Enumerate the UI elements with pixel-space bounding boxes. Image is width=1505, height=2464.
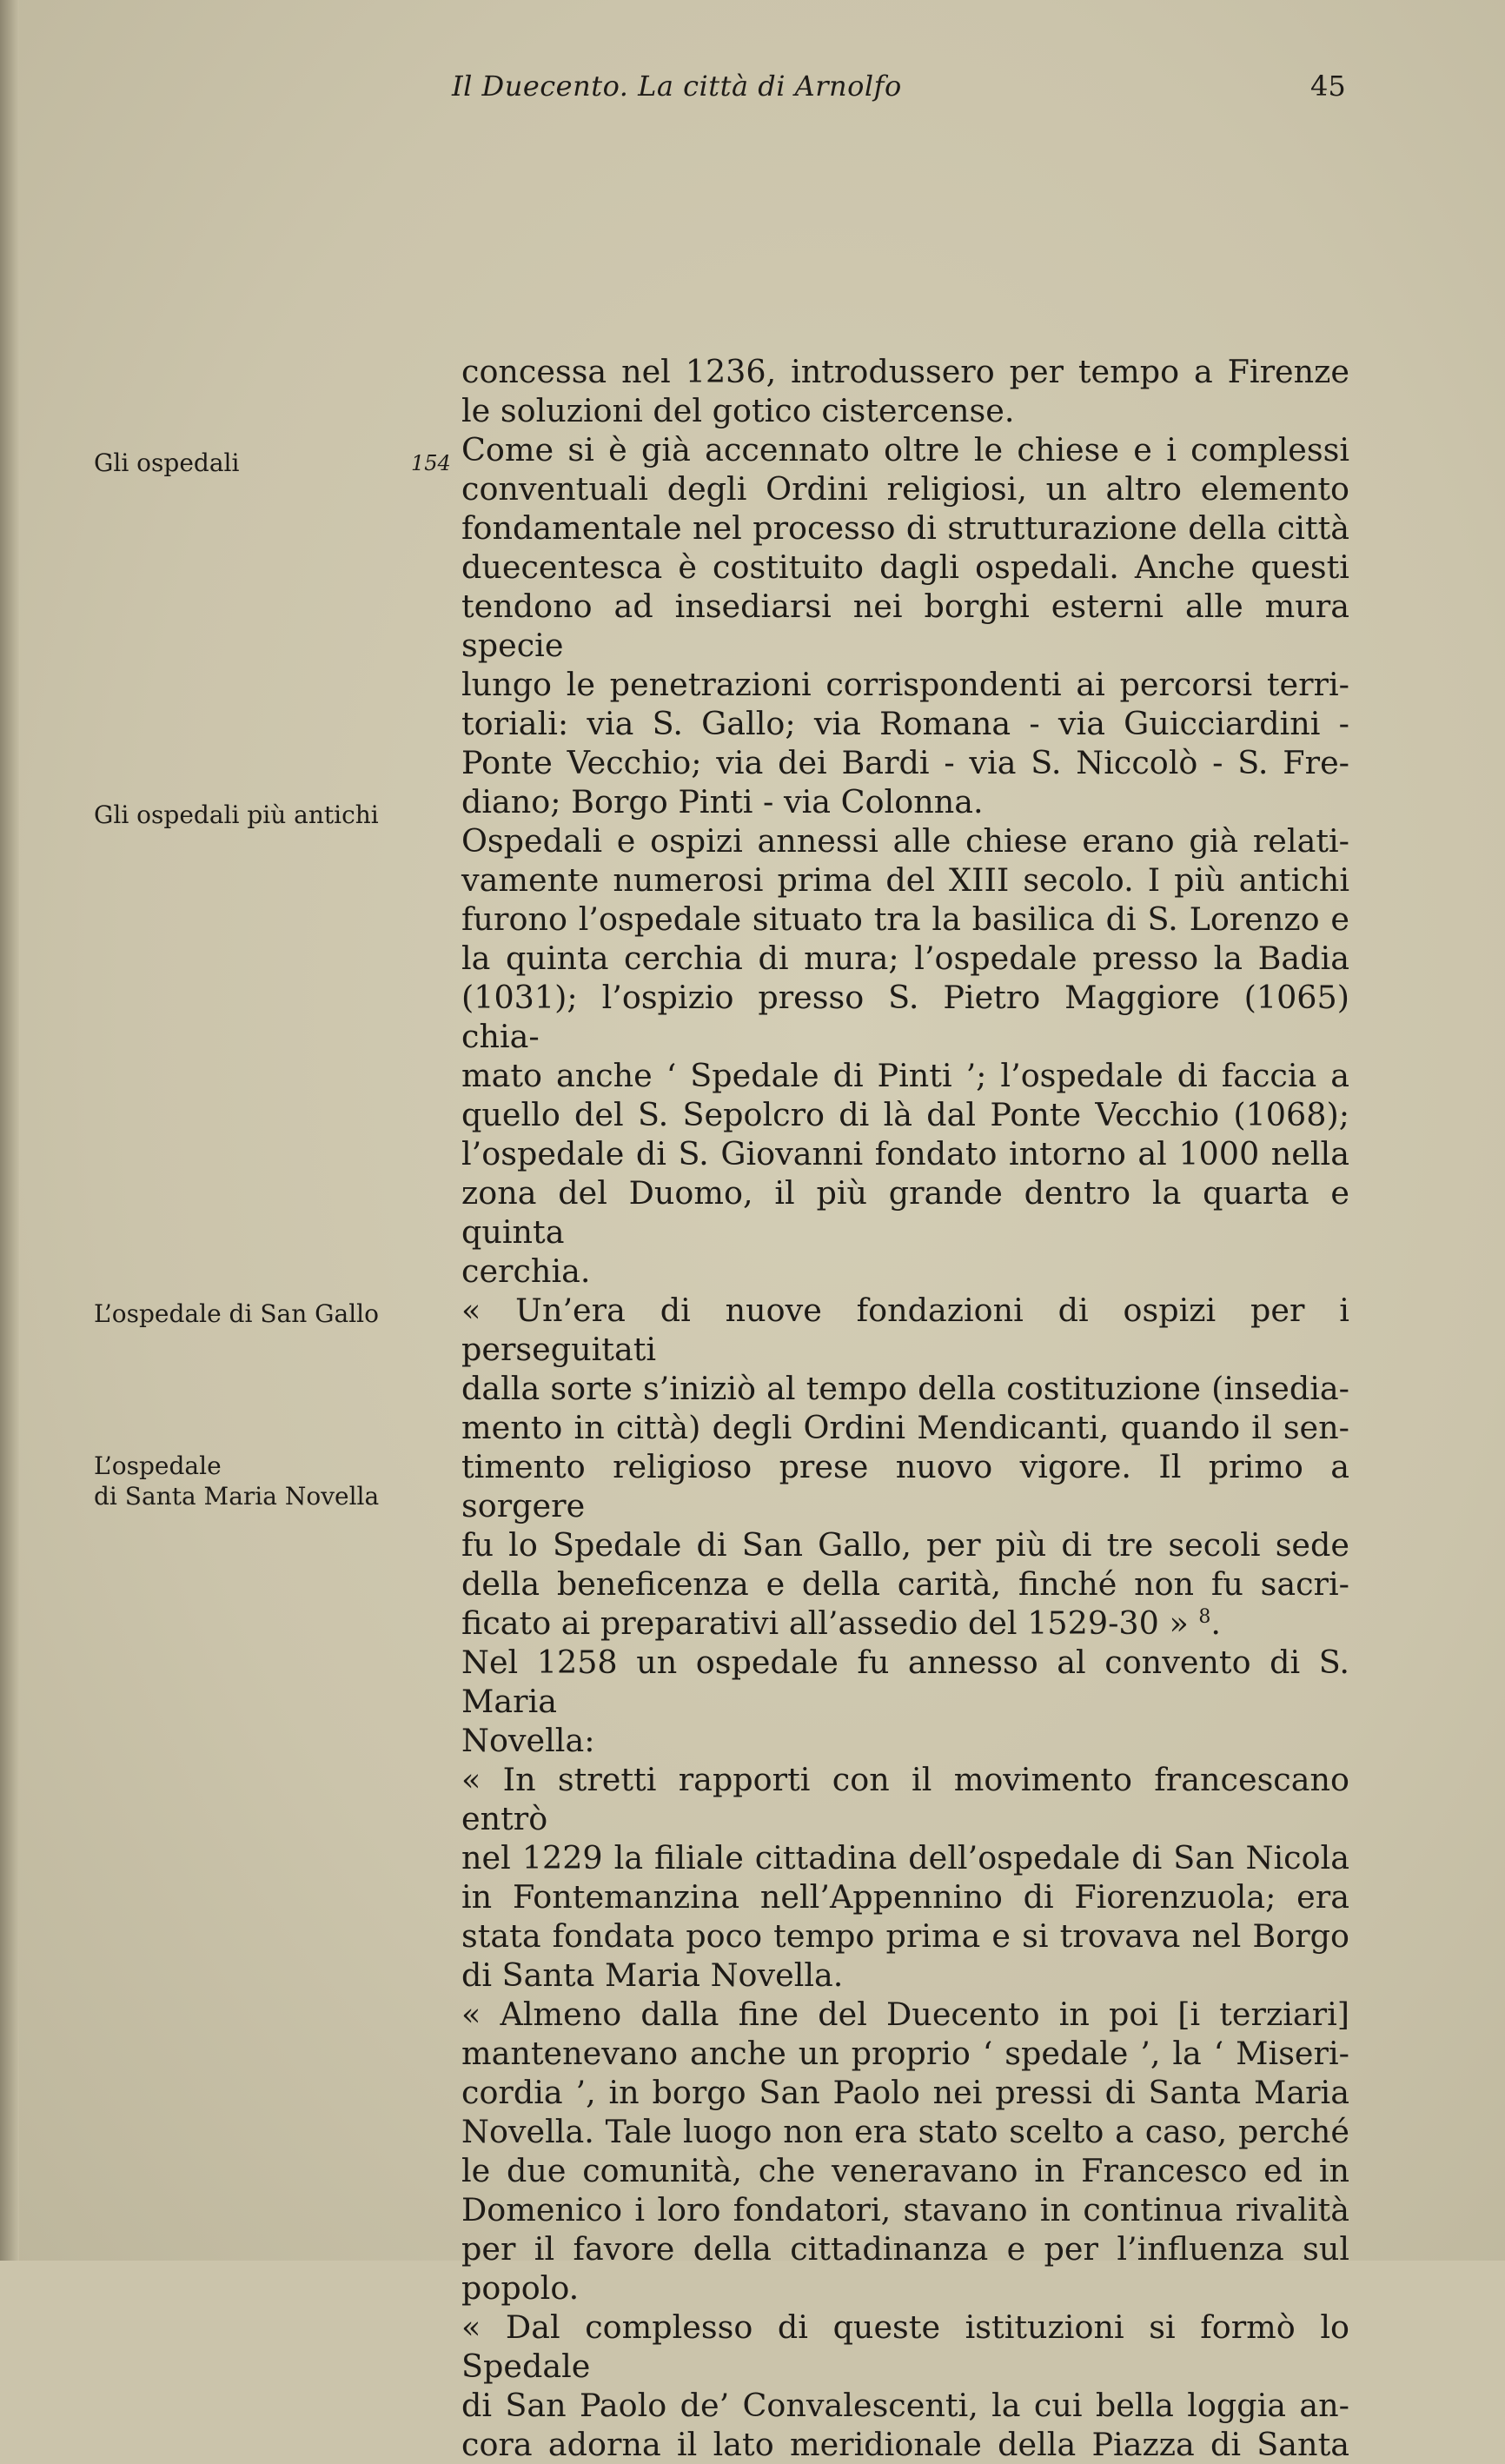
text-line: in Fontemanzina nell’Appennino di Fiorenzuola; era <box>461 1878 1349 1916</box>
page-number: 45 <box>1310 70 1346 103</box>
text-line: per il favore della cittadinanza e per l’influenza sul <box>461 2230 1349 2268</box>
text-line: le soluzioni del gotico cistercense. <box>461 392 1015 429</box>
text-line: (1031); l’ospizio presso S. Pietro Maggiore (1065) chia- <box>461 979 1349 1055</box>
text-line: cerchia. <box>461 1252 591 1290</box>
page-spine-shadow <box>0 0 19 2261</box>
text-line: mato anche ‘ Spedale di Pinti ’; l’ospedale di faccia a <box>461 1057 1349 1094</box>
paragraph <box>461 1995 1349 2308</box>
text-line: duecentesca è costituito dagli ospedali. Anche questi <box>461 548 1349 586</box>
text-line-end: . <box>1210 1604 1222 1642</box>
text-line: concessa nel 1236, introdussero per tempo a Firenze <box>461 353 1349 390</box>
paragraph <box>461 1760 1349 1995</box>
text-line: timento religioso prese nuovo vigore. Il primo a sorgere <box>461 1448 1349 1524</box>
text-line-main: ficato ai preparativi all’assedio del 1529-30 » <box>461 1604 1189 1642</box>
text-line: fondamentale nel processo di strutturazione della città <box>461 509 1349 547</box>
margin-note-ospedali: Gli ospedali <box>94 448 240 477</box>
text-line: l’ospedale di S. Giovanni fondato intorno al 1000 nella <box>461 1135 1349 1172</box>
text-line: mento in città) degli Ordini Mendicanti, quando il sen- <box>461 1409 1349 1446</box>
text-line: tendono ad insediarsi nei borghi esterni alle mura specie <box>461 588 1349 664</box>
text-line: Ponte Vecchio; via dei Bardi - via S. Niccolò - S. Fre- <box>461 744 1349 781</box>
text-line: lungo le penetrazioni corrispondenti ai percorsi terri- <box>461 666 1349 703</box>
text-line: stata fondata poco tempo prima e si trovava nel Borgo <box>461 1917 1349 1955</box>
text-line: quello del S. Sepolcro di là dal Ponte Vecchio (1068); <box>461 1096 1349 1133</box>
body-text <box>461 352 1349 2464</box>
text-line: Nel 1258 un ospedale fu annesso al convento di S. Maria <box>461 1644 1349 1720</box>
text-line: Novella: <box>461 1722 595 1759</box>
text-line: di San Paolo de’ Convalescenti, la cui bella loggia an- <box>461 2387 1349 2424</box>
text-line: Come si è già accennato oltre le chiese e i complessi <box>461 431 1349 468</box>
text-line <box>461 1604 1349 1643</box>
footnote-reference: 8 <box>1198 1605 1211 1628</box>
text-line: toriali: via S. Gallo; via Romana - via Guicciardini - <box>461 705 1349 742</box>
text-line: di Santa Maria Novella. <box>461 1956 844 1994</box>
margin-note-number: 154 <box>411 451 451 475</box>
text-line: nel 1229 la filiale cittadina dell’ospedale di San Nicola <box>461 1839 1349 1876</box>
text-line: zona del Duomo, il più grande dentro la quarta e quinta <box>461 1174 1349 1251</box>
paragraph <box>461 2308 1349 2464</box>
running-header-title: Il Duecento. La città di Arnolfo <box>452 70 902 103</box>
margin-note-smn-line-2: di Santa Maria Novella <box>94 1482 380 1511</box>
text-line: Ospedali e ospizi annessi alle chiese erano già relati- <box>461 822 1349 860</box>
text-line: « Un’era di nuove fondazioni di ospizi per i perseguitati <box>461 1292 1349 1368</box>
text-line: Domenico i loro fondatori, stavano in continua rivalità <box>461 2191 1349 2228</box>
text-line: Novella. Tale luogo non era stato scelto a caso, perché <box>461 2113 1349 2150</box>
text-line: vamente numerosi prima del XIII secolo. I più antichi <box>461 861 1349 899</box>
paragraph <box>461 1643 1349 1760</box>
margin-note-antichi: Gli ospedali più antichi <box>94 800 379 829</box>
text-line: « In stretti rapporti con il movimento francescano entrò <box>461 1761 1349 1837</box>
text-line: diano; Borgo Pinti - via Colonna. <box>461 783 984 820</box>
paragraph <box>461 430 1349 821</box>
text-line: popolo. <box>461 2269 580 2307</box>
paragraph <box>461 1291 1349 1643</box>
text-line: la quinta cerchia di mura; l’ospedale presso la Badia <box>461 940 1349 977</box>
paragraph <box>461 352 1349 430</box>
text-line: cordia ’, in borgo San Paolo nei pressi di Santa Maria <box>461 2074 1349 2111</box>
text-line: « Dal complesso di queste istituzioni si formò lo Spedale <box>461 2308 1349 2385</box>
paragraph <box>461 821 1349 1291</box>
text-line: le due comunità, che veneravano in Francesco ed in <box>461 2152 1349 2189</box>
text-line: conventuali degli Ordini religiosi, un altro elemento <box>461 470 1349 508</box>
text-line: « Almeno dalla fine del Duecento in poi [i terziari] <box>461 1996 1349 2033</box>
margin-note-smn-line-1: L’ospedale <box>94 1451 222 1480</box>
margin-note-san-gallo: L’ospedale di San Gallo <box>94 1299 379 1328</box>
text-line: mantenevano anche un proprio ‘ spedale ’, la ‘ Miseri- <box>461 2035 1349 2072</box>
text-line: cora adorna il lato meridionale della Piazza di Santa <box>461 2426 1349 2463</box>
text-line: fu lo Spedale di San Gallo, per più di tre secoli sede <box>461 1526 1349 1564</box>
text-line: furono l’ospedale situato tra la basilica di S. Lorenzo e <box>461 900 1349 938</box>
text-line: della beneficenza e della carità, finché non fu sacri- <box>461 1565 1349 1603</box>
text-line: dalla sorte s’iniziò al tempo della costituzione (insedia- <box>461 1370 1349 1407</box>
